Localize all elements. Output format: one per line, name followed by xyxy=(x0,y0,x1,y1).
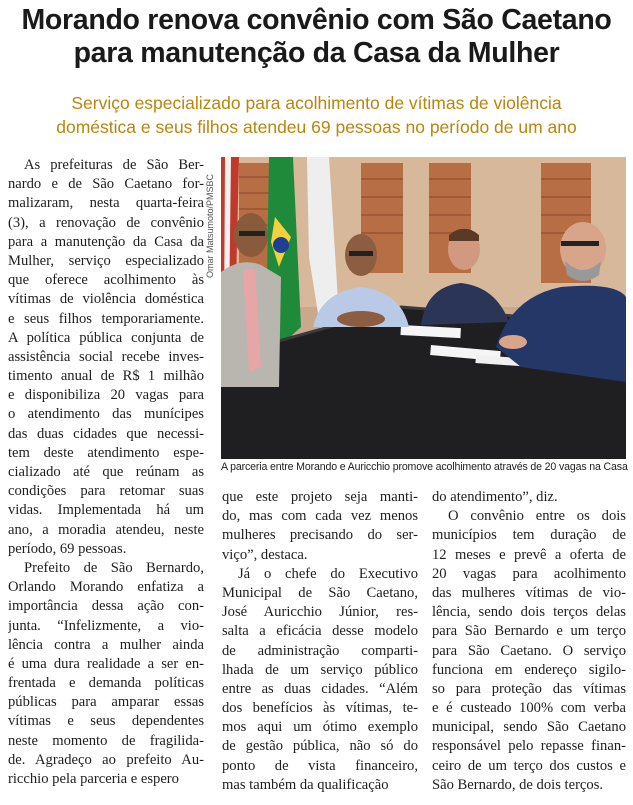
body-text-line: lência contra a mulher ainda xyxy=(8,636,204,653)
body-text-line: o atendimento das munícipes xyxy=(8,406,204,423)
body-text-line: nardo e de São Caetano for- xyxy=(8,176,204,193)
body-text-line: é uma dura realidade a ser en- xyxy=(8,655,204,672)
body-text-line: municípios tem duração de xyxy=(432,527,626,544)
body-text-line: responsável pelo repasse finan- xyxy=(432,738,626,755)
body-text-line: das duas cidades que necessi- xyxy=(8,425,204,442)
body-text-line: (3), a renovação de convênio xyxy=(8,214,204,231)
body-text-line: As prefeituras de São Ber- xyxy=(24,157,204,173)
body-text-line: lhada de um serviço público xyxy=(222,661,418,678)
body-text-line: mos aqui um ótimo exemplo xyxy=(222,719,418,736)
body-text-line: O convênio entre os dois xyxy=(448,508,626,525)
body-text-line: vidas. Implementada há um xyxy=(8,502,204,519)
body-text-line: neste momento de fragilida- xyxy=(8,732,204,749)
body-text-line: tem deste atendimento espe- xyxy=(8,444,204,461)
body-text-line: que este projeto seja manti- xyxy=(222,489,418,505)
body-text-line: junta. “Infelizmente, a vio- xyxy=(8,617,204,634)
body-text-line: mas também da qualificação xyxy=(222,776,389,793)
body-text-line: para São Caetano. O serviço xyxy=(432,642,626,659)
body-text-line: timento anual de R$ 1 milhão xyxy=(8,368,204,385)
article-column-2 xyxy=(222,488,418,795)
body-text-line: A política pública conjunta de xyxy=(8,329,204,346)
body-text-line: 20 vagas para acolhimento xyxy=(432,565,626,582)
body-text-line: malizaram, nesta quarta-feira xyxy=(8,195,204,212)
body-text-line: funciona em endereço sigilo- xyxy=(432,661,626,678)
subheadline-line: Serviço especializado para acolhimento de vítimas de violência xyxy=(71,93,562,113)
article-column-3 xyxy=(432,488,626,795)
body-text-line: José Auricchio Júnior, res- xyxy=(222,604,418,621)
article-column-1 xyxy=(8,156,204,789)
body-text-line: Mulher, serviço especializado xyxy=(8,252,204,269)
body-text-line: públicas para amparar essas xyxy=(8,694,204,711)
headline-line: Morando renova convênio com São Caetano xyxy=(21,4,612,36)
body-text-line: importância dessa ação con- xyxy=(8,598,204,615)
headline-line: para manutenção da Casa da Mulher xyxy=(73,37,560,69)
body-text-line: para a manutenção da Casa da xyxy=(8,233,204,250)
body-text-line: condições para retomar suas xyxy=(8,483,204,500)
subheadline-line: doméstica e seus filhos atendeu 69 pessoas no período de um ano xyxy=(56,117,577,137)
body-text-line: frentada e demanda políticas xyxy=(8,675,204,692)
article-photo xyxy=(221,157,626,459)
photo-caption: A parceria entre Morando e Auricchio promove acolhimento através de 20 vagas na Casa xyxy=(221,461,628,473)
body-text-line: Municipal de São Caetano, xyxy=(222,584,418,601)
body-text-line: do atendimento”, diz. xyxy=(432,489,558,505)
photo-credit: Omar Matsumoto/PMSBC xyxy=(205,173,215,278)
body-text-line: ceiro de um terço dos custos e xyxy=(432,757,626,774)
body-text-line: das mulheres vítimas de vio- xyxy=(432,584,626,601)
photo-illustration xyxy=(221,157,626,459)
body-text-line: Prefeito de São Bernardo, xyxy=(24,559,204,576)
body-text-line: de administração comparti- xyxy=(222,642,418,659)
body-text-line: e seus filhos temporariamente. xyxy=(8,310,204,327)
body-text-line: ponto de vista financeiro, xyxy=(222,757,418,774)
body-text-line: São Bernardo, de dois terços. xyxy=(432,776,604,793)
body-text-line: período, 69 pessoas. xyxy=(8,540,127,557)
subheadline xyxy=(0,91,633,139)
body-text-line: vítimas de violência doméstica xyxy=(8,291,204,308)
body-text-line: e é custeado 100% com verba xyxy=(432,700,626,717)
body-text-line: viço”, destaca. xyxy=(222,546,308,563)
body-text-line: Já o chefe do Executivo xyxy=(238,565,418,582)
body-text-line: de gestão pública, não só do xyxy=(222,738,418,755)
body-text-line: de. Agradeço ao prefeito Au- xyxy=(8,751,204,768)
body-text-line: assistência social recebe inves- xyxy=(8,348,204,365)
body-text-line: que oferece acolhimento às xyxy=(8,272,204,289)
headline xyxy=(0,4,633,70)
body-text-line: lência, sendo dois terços delas xyxy=(432,604,626,621)
body-text-line: salta a eficácia desse modelo xyxy=(222,623,418,640)
body-text-line: vítimas e seus dependentes xyxy=(8,713,204,730)
body-text-line: dos benefícios às vítimas, te- xyxy=(222,700,418,717)
body-text-line: entre as duas cidades. “Além xyxy=(222,680,418,697)
body-text-line: para São Bernardo e um terço xyxy=(432,623,626,640)
body-text-line: mulheres precisando do ser- xyxy=(222,527,418,544)
body-text-line: Orlando Morando enfatiza a xyxy=(8,579,204,596)
body-text-line: do, mas com cada vez menos xyxy=(222,508,418,525)
body-text-line: ano, a moradia atendeu, neste xyxy=(8,521,204,538)
body-text-line: e disponibiliza 20 vagas para xyxy=(8,387,204,404)
body-text-line: so para proteção das vítimas xyxy=(432,680,626,697)
body-text-line: cializado até que reúnam as xyxy=(8,464,204,480)
body-text-line: 12 meses e prevê a oferta de xyxy=(432,546,626,563)
body-text-line: municipal, sendo São Caetano xyxy=(432,719,626,736)
body-text-line: ricchio pela parceria e espero xyxy=(8,771,179,787)
